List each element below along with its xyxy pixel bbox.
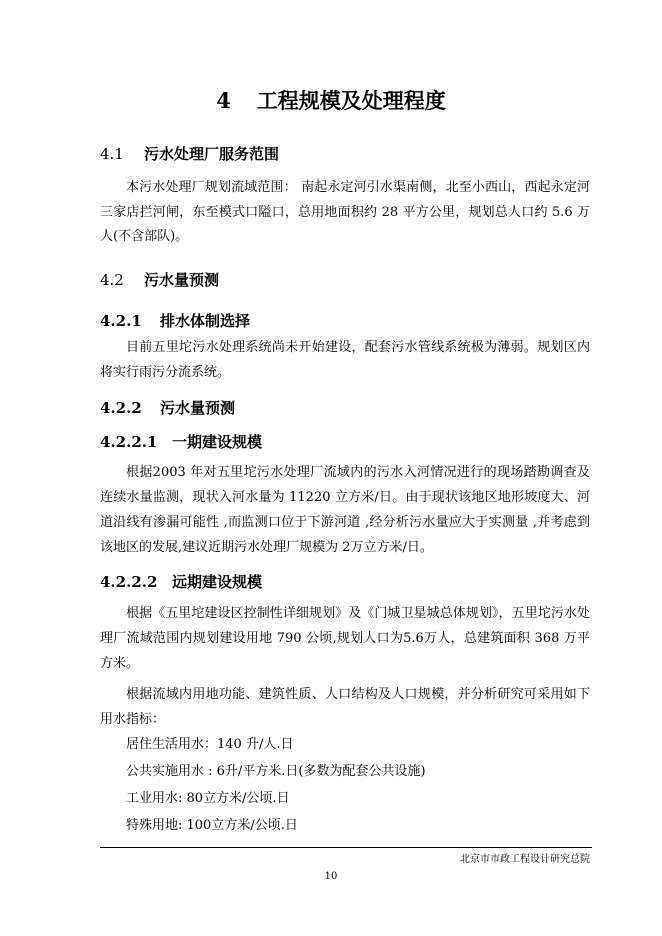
- list-item: 公共实施用水 : 6升/平方米.日(多数为配套公共设施): [126, 764, 426, 779]
- section-number: 4.2: [100, 271, 124, 289]
- section-4-2-1-heading: [100, 310, 250, 332]
- section-4-2-2-2-paragraph-2: 根据流域内用地功能、建筑性质、人口结构及人口规模，并分析研究可采用如下用水指标：: [100, 687, 590, 727]
- list-item: 居住生活用水：140 升/人.日: [126, 737, 294, 752]
- section-title: 一期建设规模: [172, 433, 263, 451]
- chapter-title: [0, 86, 662, 116]
- section-number: 4.2.2.1: [100, 433, 158, 451]
- section-4-2-1-paragraph: 目前五里坨污水处理系统尚未开始建设，配套污水管线系统极为薄弱。规划区内将实行雨污分流系统。: [100, 340, 590, 380]
- section-title: 污水处理厂服务范围: [144, 145, 280, 163]
- section-4-1-paragraph: 本污水处理厂规划流域范围： 南起永定河引水渠南侧，北至小西山，西起永定河三家店拦河闸，东至模式口隘口，总用地面积约 28 平方公里，规划总人口约 5.6 万人(不含部队)。: [100, 180, 590, 244]
- section-4-2-2-heading: [100, 397, 235, 419]
- water-use-index-list: [126, 731, 586, 839]
- chapter-number: 4: [216, 88, 231, 113]
- list-item: 特殊用地: 100立方米/公顷.日: [126, 818, 298, 833]
- chapter-title-text: 工程规模及处理程度: [256, 88, 446, 113]
- section-number: 4.1: [100, 145, 124, 163]
- footer-organization: 北京市市政工程设计研究总院: [460, 854, 590, 865]
- footer-divider: [100, 847, 592, 848]
- page-number: 10: [324, 871, 338, 882]
- section-number: 4.2.2: [100, 399, 142, 417]
- section-4-2-2-2-paragraph-1: 根据《五里坨建设区控制性详细规划》及《门城卫星城总体规划》，五里坨污水处理厂流域范围内规划建设用地 790 公顷,规划人口为5.6万人，总建筑面积 368 万平方米。: [100, 606, 590, 671]
- section-number: 4.2.2.2: [100, 573, 158, 591]
- list-item: 工业用水: 80立方米/公顷.日: [126, 791, 290, 806]
- section-title: 远期建设规模: [172, 573, 263, 591]
- section-4-2-2-1-paragraph: 根据2003 年对五里坨污水处理厂流域内的污水入河情况进行的现场踏勘调查及连续水量监测，现状入河水量为 11220 立方米/日。由于现状该地区地形坡度大、河道沿线有渗漏可能性 ,而监测口位于下游河道 ,经分析污水量应大于实测量 ,并考虑到该地区的发展,建议近期污水处理厂规模为 2万立方米/日。: [100, 465, 590, 555]
- section-4-1-heading: [100, 143, 279, 165]
- section-4-2-2-2-heading: [100, 571, 262, 593]
- section-number: 4.2.1: [100, 312, 142, 330]
- section-title: 污水量预测: [160, 399, 236, 417]
- section-4-2-2-1-heading: [100, 431, 262, 453]
- section-title: 排水体制选择: [160, 312, 251, 330]
- section-title: 污水量预测: [144, 271, 220, 289]
- section-4-2-heading: [100, 269, 219, 291]
